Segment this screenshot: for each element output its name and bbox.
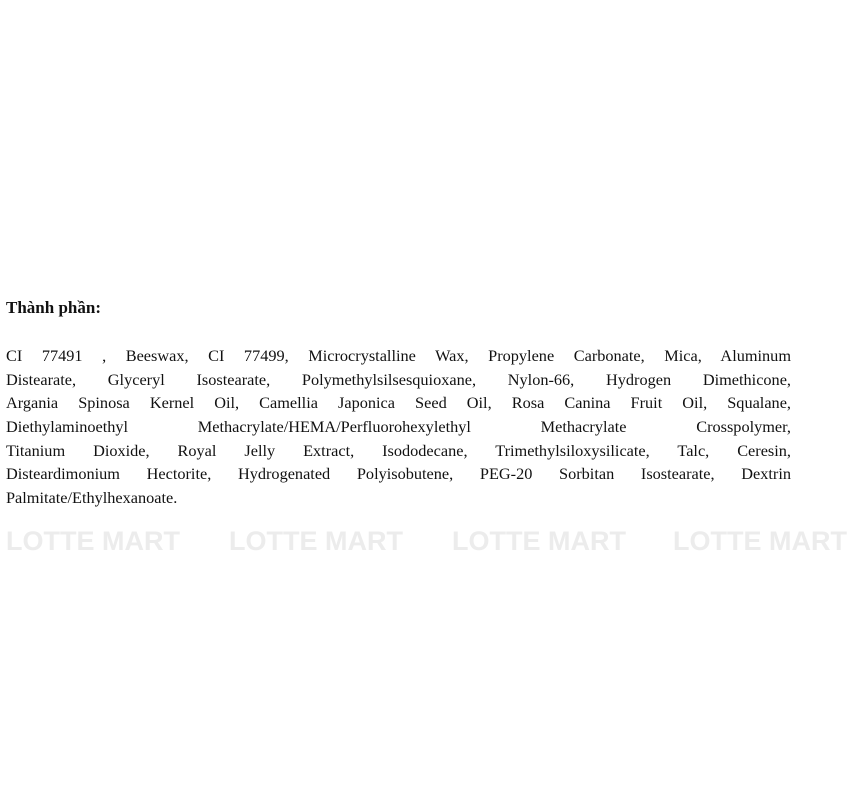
ingredients-heading: Thành phần: bbox=[6, 298, 101, 317]
watermark-text: LOTTE MART bbox=[452, 526, 626, 556]
ingredient-line: Argania Spinosa Kernel Oil, Camellia Japonica Seed Oil, Rosa Canina Fruit Oil, Squalane, bbox=[6, 393, 791, 413]
ingredient-line: CI 77491 , Beeswax, CI 77499, Microcrystalline Wax, Propylene Carbonate, Mica, Aluminum bbox=[6, 346, 791, 365]
ingredient-line: Titanium Dioxide, Royal Jelly Extract, Isododecane, Trimethylsiloxysilicate, Talc, Ceresin, bbox=[6, 440, 791, 460]
ingredient-line: Palmitate/Ethylhexanoate. bbox=[6, 488, 178, 508]
watermark-text: LOTTE MART bbox=[673, 526, 847, 556]
watermark-strip bbox=[0, 526, 847, 556]
ingredient-line: Diethylaminoethyl Methacrylate/HEMA/Perfluorohexylethyl Methacrylate Crosspolymer, bbox=[6, 417, 791, 437]
watermark-text: LOTTE MART bbox=[229, 526, 403, 556]
ingredient-line: Distearate, Glyceryl Isostearate, Polymethylsilsesquioxane, Nylon-66, Hydrogen Dimethicone, bbox=[6, 369, 791, 389]
ingredient-line: Disteardimonium Hectorite, Hydrogenated Polyisobutene, PEG-20 Sorbitan Isostearate, Dextrin bbox=[6, 464, 791, 484]
ingredients-text bbox=[6, 344, 791, 510]
watermark-text: LOTTE MART bbox=[6, 526, 180, 556]
